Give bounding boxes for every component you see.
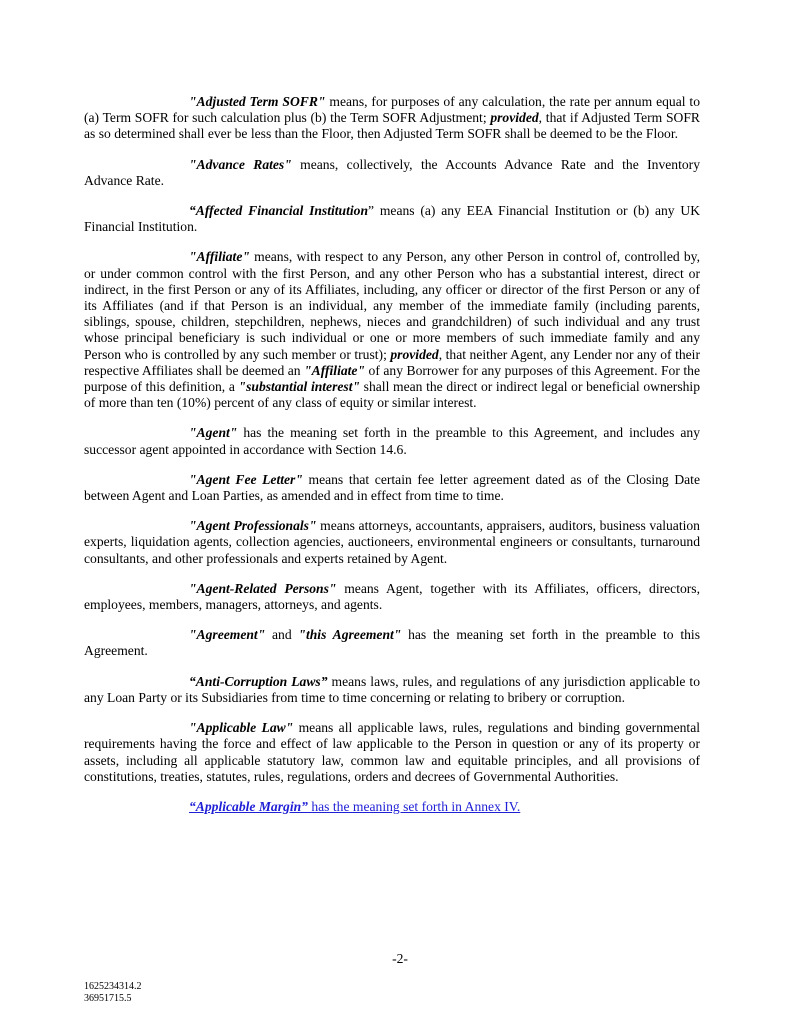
emphasis-text: "Affiliate" (304, 362, 366, 378)
defined-term: "this Agreement" (298, 627, 402, 643)
definition-applicable-law (84, 720, 700, 785)
definition-link[interactable] (189, 799, 520, 814)
emphasis-text: "substantial interest" (238, 379, 361, 395)
defined-term: "Advance Rates" (189, 156, 292, 172)
defined-term: "Agent" (189, 425, 238, 441)
definition-agreement (84, 627, 700, 659)
document-id-line: 36951715.5 (84, 993, 132, 1004)
defined-term: “Affected Financial Institution (189, 203, 369, 219)
definition-agent-fee-letter (84, 472, 700, 504)
document-id-line: 1625234314.2 (84, 981, 142, 992)
definition-affiliate (84, 249, 700, 411)
definition-agent-professionals (84, 518, 700, 567)
definition-applicable-margin (84, 799, 700, 815)
definition-agent-related-persons (84, 581, 700, 613)
definition-text: ” means (a) any EEA Financial Institution or (b) any UK Financial Institution. (84, 203, 701, 235)
defined-term: "Agent Professionals" (189, 518, 317, 534)
defined-term: "Applicable Law" (189, 720, 294, 736)
definition-text: means attorneys, accountants, appraisers, auditors, business valuation experts, liquidation agents, collection agencies, auctioneers, environmental engineers or consultants, turnaround consultants, and other professionals and experts retained by Agent. (84, 518, 700, 566)
defined-term: "Agreement" (189, 627, 266, 643)
definition-text: means that certain fee letter agreement dated as of the Closing Date between Agent and Loan Parties, as amended and in effect from time to time. (84, 471, 700, 504)
definition-text: and (265, 627, 299, 643)
definition-advance-rates (84, 157, 700, 189)
document-body (84, 94, 700, 829)
definition-text: has the meaning set forth in the preamble to this Agreement, and includes any successor agent appointed in accordance with Section 14.6. (84, 425, 700, 457)
definition-text: means, for purposes of any calculation, the rate per annum equal to (a) Term SOFR for such calculation plus (b) the Term SOFR Adjustment; (84, 94, 701, 126)
defined-term: “Applicable Margin” (189, 798, 308, 814)
defined-term: "Adjusted Term SOFR" (189, 94, 326, 109)
definition-text: has the meaning set forth in Annex IV. (307, 798, 521, 814)
definition-affected-financial-institution (84, 203, 700, 235)
definition-text: of any Borrower for any purposes of this Agreement. For the purpose of this definition, a (84, 362, 700, 395)
defined-term: “Anti-Corruption Laws” (189, 673, 328, 689)
definition-text: means, with respect to any Person, any other Person in control of, controlled by, or under common control with the first Person, and any other Person who has a substantial interest, direct or indirect, in the first Person or any of its Affiliates, including, any officer or director of the first Person or any of its Affiliates (and if that Person is an individual, any member of the immediate family (including parents, siblings, spouse, children, stepchildren, nephews, nieces and grandchildren) of such individual and any trust whose principal beneficiary is such individual or one or more members of such immediate family and any Person who is controlled by any such member or trust); (84, 249, 700, 362)
document-id-footer (84, 981, 142, 1005)
defined-term: "Agent Fee Letter" (189, 471, 303, 487)
definition-agent (84, 425, 700, 457)
defined-term: "Affiliate" (189, 249, 250, 265)
definition-anti-corruption-laws (84, 674, 700, 706)
definition-text: means Agent, together with its Affiliates, officers, directors, employees, members, managers, attorneys, and agents. (84, 580, 700, 613)
definition-text: has the meaning set forth in the preamble to this Agreement. (84, 627, 700, 659)
emphasis-text: provided (390, 346, 439, 362)
definition-text: shall mean the direct or indirect legal or beneficial ownership of more than ten (10%) percent of any class of equity or similar interest. (84, 379, 700, 411)
definition-adjusted-term-sofr (84, 94, 700, 143)
definition-text: means, collectively, the Accounts Advance Rate and the Inventory Advance Rate. (84, 156, 700, 188)
emphasis-text: provided (490, 110, 539, 126)
definition-text: means laws, rules, and regulations of any jurisdiction applicable to any Loan Party or its Subsidiaries from time to time concerning or relating to bribery or corruption. (84, 673, 700, 705)
definition-text: means all applicable laws, rules, regulations and binding governmental requirements having the force and effect of law applicable to the Person in question or any of its property or assets, including all applicable statutory law, common law and equitable principles, and all provisions of constitutions, treaties, statutes, rules, regulations, orders and decrees of Governmental Authorities. (84, 720, 701, 784)
definition-text: , that if Adjusted Term SOFR as so determined shall ever be less than the Floor, then Adjusted Term SOFR shall be deemed to be the Floor. (84, 110, 700, 142)
defined-term: "Agent-Related Persons" (189, 580, 337, 596)
definition-text: , that neither Agent, any Lender nor any of their respective Affiliates shall be deemed an (84, 346, 700, 378)
page-number: -2- (392, 951, 408, 966)
